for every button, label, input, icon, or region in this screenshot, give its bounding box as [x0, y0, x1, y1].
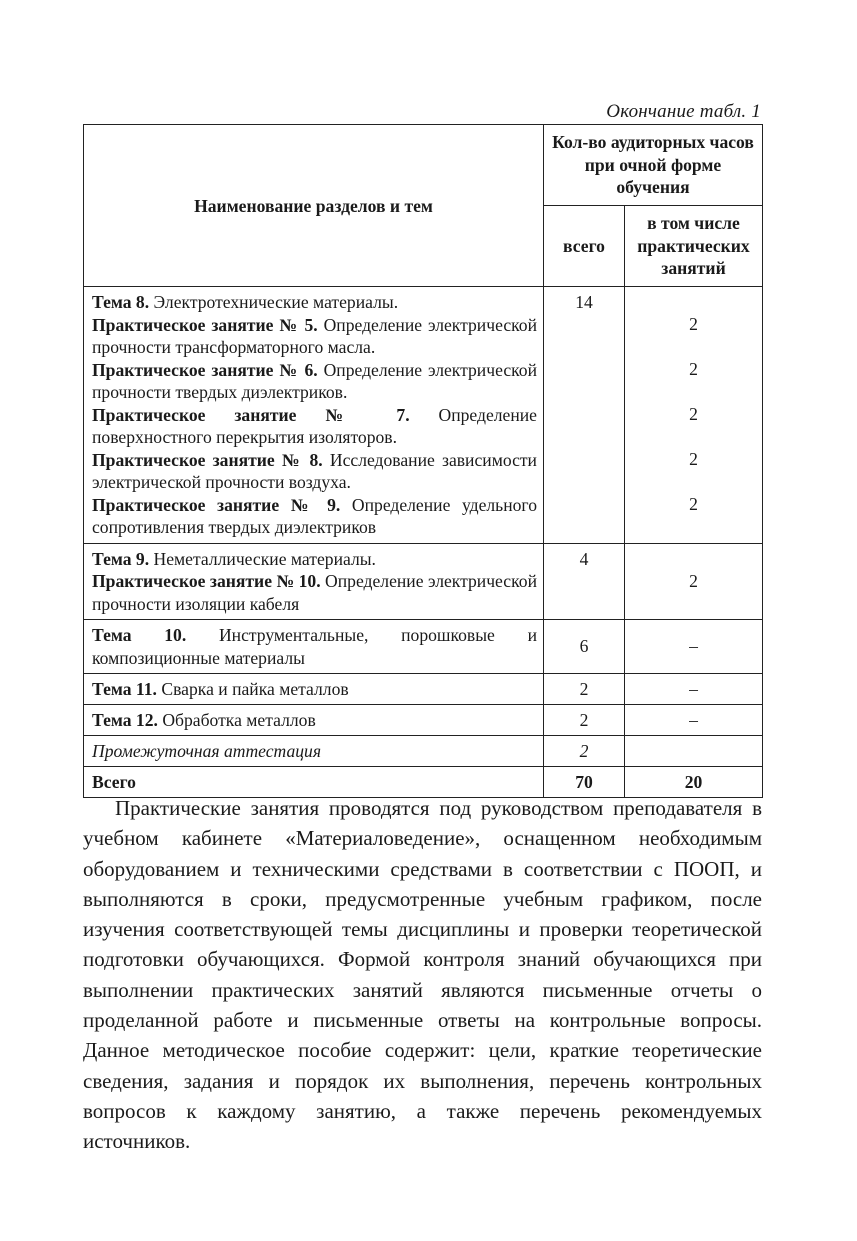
topic-12-practical: – [625, 705, 763, 736]
topic-11-label: Тема 11. [92, 678, 157, 699]
topic-9-total: 4 [544, 543, 625, 620]
topic-12-label: Тема 12. [92, 709, 158, 730]
header-total: всего [544, 206, 625, 287]
topic-10-practical: – [625, 620, 763, 674]
table-row [84, 705, 763, 736]
topic-11-practical: – [625, 674, 763, 705]
hours-table [83, 124, 763, 798]
table-row [84, 543, 763, 620]
interim-label: Промежуточная аттестация [84, 736, 544, 767]
practical-9-hours: 2 [689, 494, 698, 514]
topic-8-label: Тема 8. [92, 292, 150, 312]
practical-10-text: Определение электрической прочности изоляции кабеля [92, 571, 537, 614]
topic-10-total: 6 [544, 620, 625, 674]
topic-12-total: 2 [544, 705, 625, 736]
topic-10-text: Инструментальные, порошковые и композиционные материалы [92, 625, 537, 668]
practical-5-hours: 2 [689, 314, 698, 334]
practical-5-text: Определение электрической прочности трансформаторного масла. [92, 314, 537, 357]
practical-9-label: Практическое занятие № 9. [92, 494, 341, 515]
topic-12-cell [84, 705, 544, 736]
topic-9-cell [84, 543, 544, 620]
header-hours: Кол-во аудиторных часов при очной форме обучения [544, 125, 763, 206]
practical-5-label: Практическое занятие № 5. [92, 314, 318, 335]
practical-6-hours: 2 [689, 359, 698, 379]
practical-10-hours: 2 [689, 570, 698, 591]
topic-8-total: 14 [544, 287, 625, 544]
topic-11-cell [84, 674, 544, 705]
practical-8-label: Практическое занятие № 8. [92, 449, 323, 470]
table-row [84, 736, 763, 767]
sum-label: Всего [92, 771, 136, 792]
topic-9-practical [625, 543, 763, 620]
topic-11-text: Сварка и пайка металлов [156, 678, 349, 699]
practical-8-text: Исследование зависимости электрической прочности воздуха. [92, 449, 537, 492]
topic-9-label: Тема 9. [92, 548, 150, 569]
sum-total: 70 [575, 771, 593, 792]
table-caption: Окончание табл. 1 [606, 101, 761, 122]
interim-practical [625, 736, 763, 767]
header-name: Наименование разделов и тем [84, 125, 544, 287]
practical-7-hours: 2 [689, 404, 698, 424]
practical-9-text: Определение удельного сопротивления твердых диэлектриков [92, 494, 537, 537]
practical-8-hours: 2 [689, 449, 698, 469]
table-row [84, 674, 763, 705]
topic-11-total: 2 [544, 674, 625, 705]
topic-8-practical [625, 287, 763, 544]
topic-8-cell [84, 287, 544, 544]
practical-7-label: Практическое занятие № 7. [92, 404, 410, 425]
topic-10-label: Тема 10. [92, 625, 187, 645]
topic-12-text: Обработка металлов [157, 709, 316, 730]
table-row [84, 620, 763, 674]
sum-practical: 20 [684, 771, 703, 792]
interim-total: 2 [544, 736, 625, 767]
practical-7-text: Определение поверхностного перекрытия изоляторов. [92, 404, 537, 447]
practical-10-label: Практическое занятие № 10. [92, 571, 321, 591]
topic-9-text: Неметаллические материалы. [149, 548, 376, 569]
practical-6-label: Практическое занятие № 6. [92, 359, 318, 380]
header-practical: в том числе практических занятий [625, 206, 763, 287]
table-row [84, 287, 763, 544]
topic-8-text: Электротехнические материалы. [149, 292, 399, 312]
body-paragraph: Практические занятия проводятся под руководством преподавателя в учебном кабинете «Материаловедение», оснащенном необходимым оборудованием и техническими средствами в соответствии с ПООП, и выполняются в сроки, предусмотренные учебным графиком, после изучения соответствующей темы дисциплины и проверки теоретической подготовки обучающихся. Формой контроля знаний обучающихся при выполнении практических занятий являются письменные отчеты о проделанной работе и письменные ответы на контрольные вопросы. Данное методическое пособие содержит: цели, краткие теоретические сведения, задания и порядок их выполнения, перечень контрольных вопросов к каждому занятию, а также перечень рекомендуемых источников. [83, 796, 762, 1154]
topic-10-cell [84, 620, 544, 674]
practical-6-text: Определение электрической прочности твердых диэлектриков. [92, 359, 537, 402]
